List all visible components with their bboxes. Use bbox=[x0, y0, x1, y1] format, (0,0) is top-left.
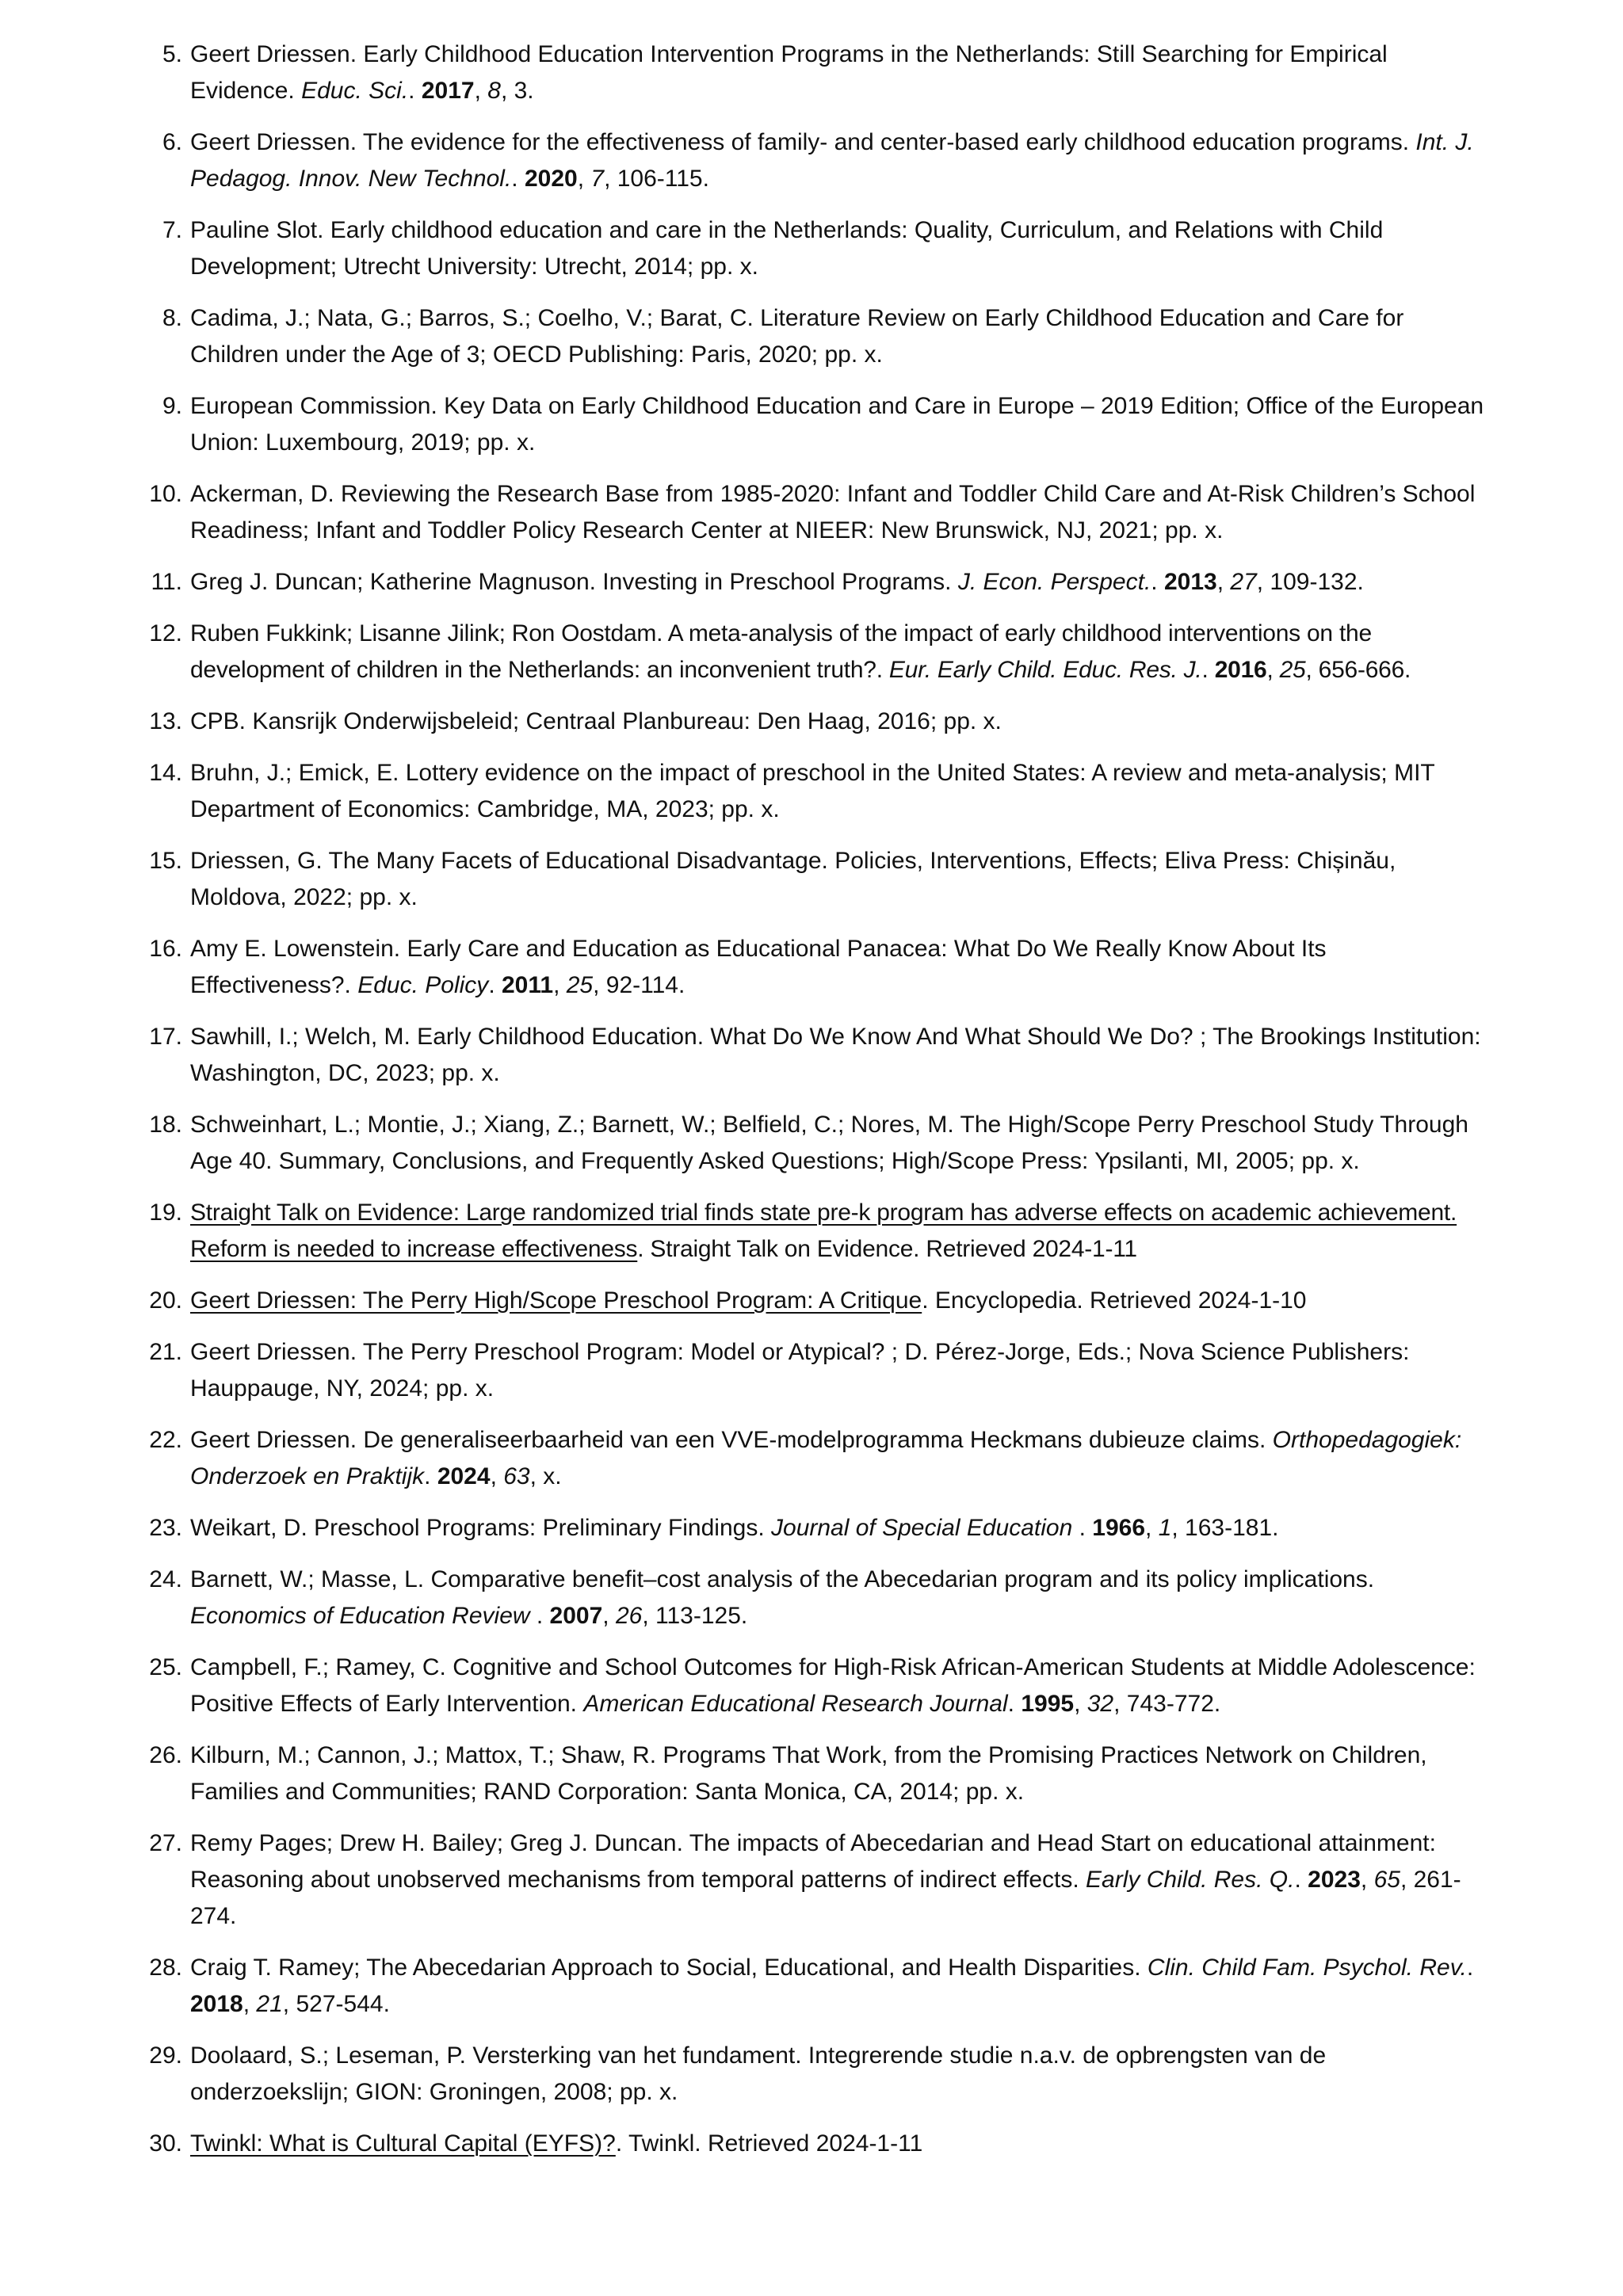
reference-text bbox=[190, 1510, 1490, 1547]
reference-text-segment: , 3. bbox=[500, 78, 534, 104]
reference-year: 2017 bbox=[421, 78, 475, 104]
reference-text-segment: Sawhill, I.; Welch, M. Early Childhood Education. What Do We Know And What Should We Do? ; The Brookings Institution: Washington, DC, 2023; pp. x. bbox=[190, 1024, 1481, 1086]
reference-text-segment: , bbox=[1145, 1515, 1159, 1541]
reference-number: 17. bbox=[149, 1024, 182, 1050]
reference-item bbox=[149, 616, 1490, 688]
reference-item bbox=[149, 843, 1490, 916]
reference-text-segment: Pauline Slot. Early childhood education and care in the Netherlands: Quality, Curriculum, and Relations with Child Development; Utrecht University: Utrecht, 2014; pp. x. bbox=[190, 217, 1384, 280]
reference-italic-text: 32 bbox=[1086, 1691, 1114, 1717]
reference-text-segment: , bbox=[1216, 569, 1231, 595]
reference-text-segment: , 106-115. bbox=[604, 166, 709, 192]
reference-item bbox=[149, 1825, 1490, 1935]
reference-text-segment: Remy Pages; Drew H. Bailey; Greg J. Duncan. The impacts of Abecedarian and Head Start on educational attainment: Reasoning about unobserved mechanisms from temporal patterns of indirect effects. bbox=[190, 1830, 1436, 1893]
reference-number: 30. bbox=[149, 2130, 182, 2157]
reference-text-segment: . bbox=[408, 78, 422, 104]
reference-text bbox=[190, 1825, 1490, 1935]
reference-text-segment: , bbox=[490, 1463, 504, 1489]
reference-italic-text: Educ. Policy bbox=[357, 972, 489, 998]
reference-number: 23. bbox=[149, 1515, 182, 1541]
reference-italic-text: Educ. Sci. bbox=[301, 78, 409, 104]
reference-text bbox=[190, 2126, 1490, 2162]
reference-number: 13. bbox=[149, 708, 182, 734]
reference-item bbox=[149, 1737, 1490, 1810]
reference-italic-text: Eur. Early Child. Educ. Res. J. bbox=[888, 657, 1202, 683]
reference-text bbox=[190, 1562, 1490, 1634]
reference-text-segment: . bbox=[1079, 1515, 1093, 1541]
reference-italic-text: 1 bbox=[1158, 1515, 1172, 1541]
reference-text-segment: Doolaard, S.; Leseman, P. Versterking van het fundament. Integrerende studie n.a.v. de opbrengsten van de onderzoekslijn; GION: Groningen, 2008; pp. x. bbox=[190, 2042, 1327, 2105]
reference-year: 1966 bbox=[1092, 1515, 1146, 1541]
reference-text bbox=[190, 476, 1490, 549]
reference-text-segment: , bbox=[1266, 657, 1280, 683]
reference-item bbox=[149, 1422, 1490, 1495]
reference-item bbox=[162, 300, 1490, 373]
reference-text bbox=[190, 1650, 1490, 1722]
reference-italic-text: Clin. Child Fam. Psychol. Rev. bbox=[1147, 1955, 1467, 1981]
reference-number: 19. bbox=[149, 1199, 182, 1226]
reference-number: 27. bbox=[149, 1830, 182, 1856]
reference-text bbox=[190, 843, 1490, 916]
reference-text-segment: . bbox=[511, 166, 525, 192]
reference-item bbox=[149, 1334, 1490, 1407]
reference-text-segment: , 743-772. bbox=[1113, 1691, 1221, 1717]
reference-text bbox=[190, 1334, 1490, 1407]
reference-text bbox=[190, 36, 1490, 109]
reference-text bbox=[190, 755, 1490, 828]
reference-text bbox=[190, 616, 1490, 688]
reference-number: 21. bbox=[149, 1339, 182, 1365]
reference-text-segment: . Straight Talk on Evidence. Retrieved 2024-1-11 bbox=[637, 1236, 1137, 1262]
reference-number: 12. bbox=[149, 620, 182, 646]
reference-italic-text: American Educational Research Journal bbox=[583, 1691, 1008, 1717]
reference-text bbox=[190, 124, 1490, 197]
reference-text bbox=[190, 1422, 1490, 1495]
reference-text bbox=[190, 704, 1490, 740]
reference-italic-text: Int. J. Pedagog. Innov. New Technol. bbox=[190, 129, 1474, 192]
reference-text-segment: , bbox=[242, 1991, 257, 2017]
reference-text bbox=[190, 388, 1490, 461]
reference-text-segment: Craig T. Ramey; The Abecedarian Approach to Social, Educational, and Health Disparities. bbox=[190, 1955, 1148, 1981]
reference-text-segment: Geert Driessen. The Perry Preschool Program: Model or Atypical? ; D. Pérez-Jorge, Eds.; Nova Science Publishers: Hauppauge, NY, 2024; pp. x. bbox=[190, 1339, 1410, 1402]
reference-text bbox=[190, 1019, 1490, 1092]
reference-text-segment: , 92-114. bbox=[593, 972, 685, 998]
reference-item bbox=[149, 476, 1490, 549]
reference-text-segment: Bruhn, J.; Emick, E. Lottery evidence on the impact of preschool in the United States: A review and meta-analysis; MIT Department of Economics: Cambridge, MA, 2023; pp. x. bbox=[190, 760, 1435, 822]
reference-italic-text: Economics of Education Review bbox=[190, 1603, 537, 1629]
reference-number: 26. bbox=[149, 1742, 182, 1768]
reference-year: 2013 bbox=[1163, 569, 1217, 595]
reference-item bbox=[149, 1650, 1490, 1722]
reference-text-segment: Greg J. Duncan; Katherine Magnuson. Investing in Preschool Programs. bbox=[190, 569, 958, 595]
reference-text-segment: , 261-274. bbox=[190, 1867, 1461, 1929]
reference-italic-text: J. Econ. Perspect. bbox=[957, 569, 1151, 595]
reference-item bbox=[149, 1019, 1490, 1092]
reference-text-segment: , bbox=[474, 78, 488, 104]
reference-text-segment: . bbox=[424, 1463, 437, 1489]
reference-text-segment: . bbox=[1466, 1955, 1474, 1981]
reference-number: 20. bbox=[149, 1287, 182, 1314]
reference-text-segment: Campbell, F.; Ramey, C. Cognitive and School Outcomes for High-Risk African-American Students at Middle Adolescence: Positive Effects of Early Intervention. bbox=[190, 1654, 1476, 1717]
reference-italic-text: Orthopedagogiek: Onderzoek en Praktijk bbox=[190, 1427, 1462, 1489]
reference-number: 29. bbox=[149, 2042, 182, 2069]
reference-text-segment: , bbox=[553, 972, 567, 998]
reference-italic-text: 63 bbox=[503, 1463, 530, 1489]
reference-text-segment: . Encyclopedia. Retrieved 2024-1-10 bbox=[922, 1287, 1307, 1314]
reference-text-segment: , bbox=[1074, 1691, 1087, 1717]
reference-text-segment: , 656-666. bbox=[1305, 657, 1411, 683]
reference-number: 22. bbox=[149, 1427, 182, 1453]
reference-text-segment: . bbox=[1201, 657, 1215, 683]
reference-text-segment: Kilburn, M.; Cannon, J.; Mattox, T.; Shaw, R. Programs That Work, from the Promising Practices Network on Children, Families and Communities; RAND Corporation: Santa Monica, CA, 2014; pp. x. bbox=[190, 1742, 1427, 1805]
reference-text-segment: . bbox=[488, 972, 502, 998]
reference-text bbox=[190, 2038, 1490, 2111]
reference-number: 7. bbox=[162, 217, 182, 243]
reference-text-segment: Cadima, J.; Nata, G.; Barros, S.; Coelho, V.; Barat, C. Literature Review on Early Childhood Education and Care for Children under the Age of 3; OECD Publishing: Paris, 2020; pp. x. bbox=[190, 305, 1404, 368]
reference-item bbox=[149, 1283, 1490, 1319]
reference-text bbox=[190, 1107, 1490, 1180]
reference-text-segment: , 527-544. bbox=[282, 1991, 390, 2017]
reference-italic-text: 21 bbox=[256, 1991, 283, 2017]
reference-text-segment: European Commission. Key Data on Early Childhood Education and Care in Europe – 2019 Edition; Office of the European Union: Luxembourg, 2019; pp. x. bbox=[190, 393, 1484, 456]
reference-item bbox=[149, 931, 1490, 1004]
reference-text-segment: , 113-125. bbox=[642, 1603, 748, 1629]
reference-year: 2023 bbox=[1308, 1867, 1361, 1893]
reference-italic-text: Early Child. Res. Q. bbox=[1086, 1867, 1295, 1893]
reference-link[interactable]: Straight Talk on Evidence: Large randomized trial finds state pre-k program has adverse effects on academic achievement. Reform is needed to increase effectiveness bbox=[190, 1199, 1457, 1262]
reference-number: 11. bbox=[151, 569, 182, 595]
reference-text-segment: CPB. Kansrijk Onderwijsbeleid; Centraal Planbureau: Den Haag, 2016; pp. x. bbox=[190, 708, 1002, 734]
reference-text-segment: Schweinhart, L.; Montie, J.; Xiang, Z.; Barnett, W.; Belfield, C.; Nores, M. The High/Scope Perry Preschool Study Through Age 40. Summary, Conclusions, and Frequently Asked Questions; High/Scope Press: Ypsilanti, MI, 2005; pp. x. bbox=[190, 1112, 1468, 1174]
reference-number: 25. bbox=[149, 1654, 182, 1680]
reference-italic-text: 25 bbox=[1279, 657, 1306, 683]
reference-number: 28. bbox=[149, 1955, 182, 1981]
reference-italic-text: 27 bbox=[1230, 569, 1257, 595]
reference-text-segment: . bbox=[1294, 1867, 1308, 1893]
reference-list bbox=[149, 36, 1490, 2177]
reference-text-segment: . bbox=[1151, 569, 1164, 595]
reference-item bbox=[149, 1562, 1490, 1634]
reference-year: 2020 bbox=[524, 166, 578, 192]
reference-number: 18. bbox=[149, 1112, 182, 1138]
reference-text-segment: , bbox=[1360, 1867, 1374, 1893]
reference-text-segment: Driessen, G. The Many Facets of Educational Disadvantage. Policies, Interventions, Effects; Eliva Press: Chișinău, Moldova, 2022; pp. x. bbox=[190, 848, 1396, 910]
reference-text-segment: Geert Driessen. The evidence for the effectiveness of family- and center-based early childhood education programs. bbox=[190, 129, 1416, 155]
reference-italic-text: 65 bbox=[1373, 1867, 1400, 1893]
reference-text bbox=[190, 1950, 1490, 2023]
reference-text-segment: Barnett, W.; Masse, L. Comparative benefit–cost analysis of the Abecedarian program and its policy implications. bbox=[190, 1566, 1375, 1592]
reference-link[interactable]: Geert Driessen: The Perry High/Scope Preschool Program: A Critique bbox=[190, 1287, 922, 1314]
reference-text-segment: , x. bbox=[529, 1463, 562, 1489]
reference-item bbox=[149, 2038, 1490, 2111]
reference-text bbox=[190, 212, 1490, 285]
reference-italic-text: 25 bbox=[566, 972, 594, 998]
reference-text bbox=[190, 1283, 1490, 1319]
reference-year: 2011 bbox=[501, 972, 554, 998]
reference-text-segment: Amy E. Lowenstein. Early Care and Education as Educational Panacea: What Do We Really Know About Its Effectiveness?. bbox=[190, 936, 1327, 998]
reference-item bbox=[149, 2126, 1490, 2162]
reference-text bbox=[190, 564, 1490, 601]
reference-text-segment: . bbox=[536, 1603, 550, 1629]
reference-number: 16. bbox=[149, 936, 182, 962]
reference-text-segment: Weikart, D. Preschool Programs: Preliminary Findings. bbox=[190, 1515, 772, 1541]
reference-text-segment: Geert Driessen. Early Childhood Education Intervention Programs in the Netherlands: Still Searching for Empirical Evidence. bbox=[190, 41, 1388, 104]
reference-text-segment: , 109-132. bbox=[1256, 569, 1364, 595]
reference-item bbox=[162, 212, 1490, 285]
reference-item bbox=[151, 564, 1490, 601]
reference-number: 24. bbox=[149, 1566, 182, 1592]
reference-number: 10. bbox=[149, 481, 182, 507]
reference-italic-text: 26 bbox=[615, 1603, 643, 1629]
reference-number: 14. bbox=[149, 760, 182, 786]
reference-year: 2016 bbox=[1214, 657, 1267, 683]
reference-item bbox=[162, 124, 1490, 197]
reference-year: 2018 bbox=[190, 1991, 243, 2017]
reference-text-segment: , bbox=[577, 166, 591, 192]
reference-text bbox=[190, 1195, 1490, 1268]
reference-item bbox=[149, 755, 1490, 828]
reference-number: 5. bbox=[162, 41, 182, 67]
reference-text-segment: . bbox=[1007, 1691, 1022, 1717]
reference-text-segment: Ruben Fukkink; Lisanne Jilink; Ron Oostdam. A meta-analysis of the impact of early childhood interventions on the development of children in the Netherlands: an inconvenient truth?. bbox=[190, 620, 1372, 683]
reference-number: 9. bbox=[162, 393, 182, 419]
reference-text bbox=[190, 931, 1490, 1004]
reference-item bbox=[149, 1195, 1490, 1268]
reference-year: 1995 bbox=[1021, 1691, 1075, 1717]
reference-item bbox=[149, 704, 1490, 740]
reference-text-segment: , 163-181. bbox=[1171, 1515, 1279, 1541]
reference-number: 8. bbox=[162, 305, 182, 331]
reference-text bbox=[190, 300, 1490, 373]
reference-italic-text: Journal of Special Education bbox=[771, 1515, 1079, 1541]
reference-item bbox=[162, 388, 1490, 461]
reference-text-segment: . Twinkl. Retrieved 2024-1-11 bbox=[615, 2130, 923, 2157]
reference-number: 15. bbox=[149, 848, 182, 874]
reference-text bbox=[190, 1737, 1490, 1810]
reference-link[interactable]: Twinkl: What is Cultural Capital (EYFS)? bbox=[190, 2130, 616, 2157]
reference-number: 6. bbox=[162, 129, 182, 155]
reference-text-segment: Geert Driessen. De generaliseerbaarheid van een VVE-modelprogramma Heckmans dubieuze claims. bbox=[190, 1427, 1273, 1453]
reference-year: 2024 bbox=[437, 1463, 491, 1489]
reference-text-segment: Ackerman, D. Reviewing the Research Base from 1985-2020: Infant and Toddler Child Care and At-Risk Children’s School Readiness; Infant and Toddler Policy Research Center at NIEER: New Brunswick, NJ, 2021; pp. x. bbox=[190, 481, 1476, 543]
reference-italic-text: 8 bbox=[487, 78, 501, 104]
reference-year: 2007 bbox=[549, 1603, 603, 1629]
reference-text-segment: , bbox=[602, 1603, 616, 1629]
reference-item bbox=[162, 36, 1490, 109]
reference-italic-text: 7 bbox=[590, 166, 605, 192]
reference-item bbox=[149, 1107, 1490, 1180]
reference-item bbox=[149, 1950, 1490, 2023]
reference-item bbox=[149, 1510, 1490, 1547]
